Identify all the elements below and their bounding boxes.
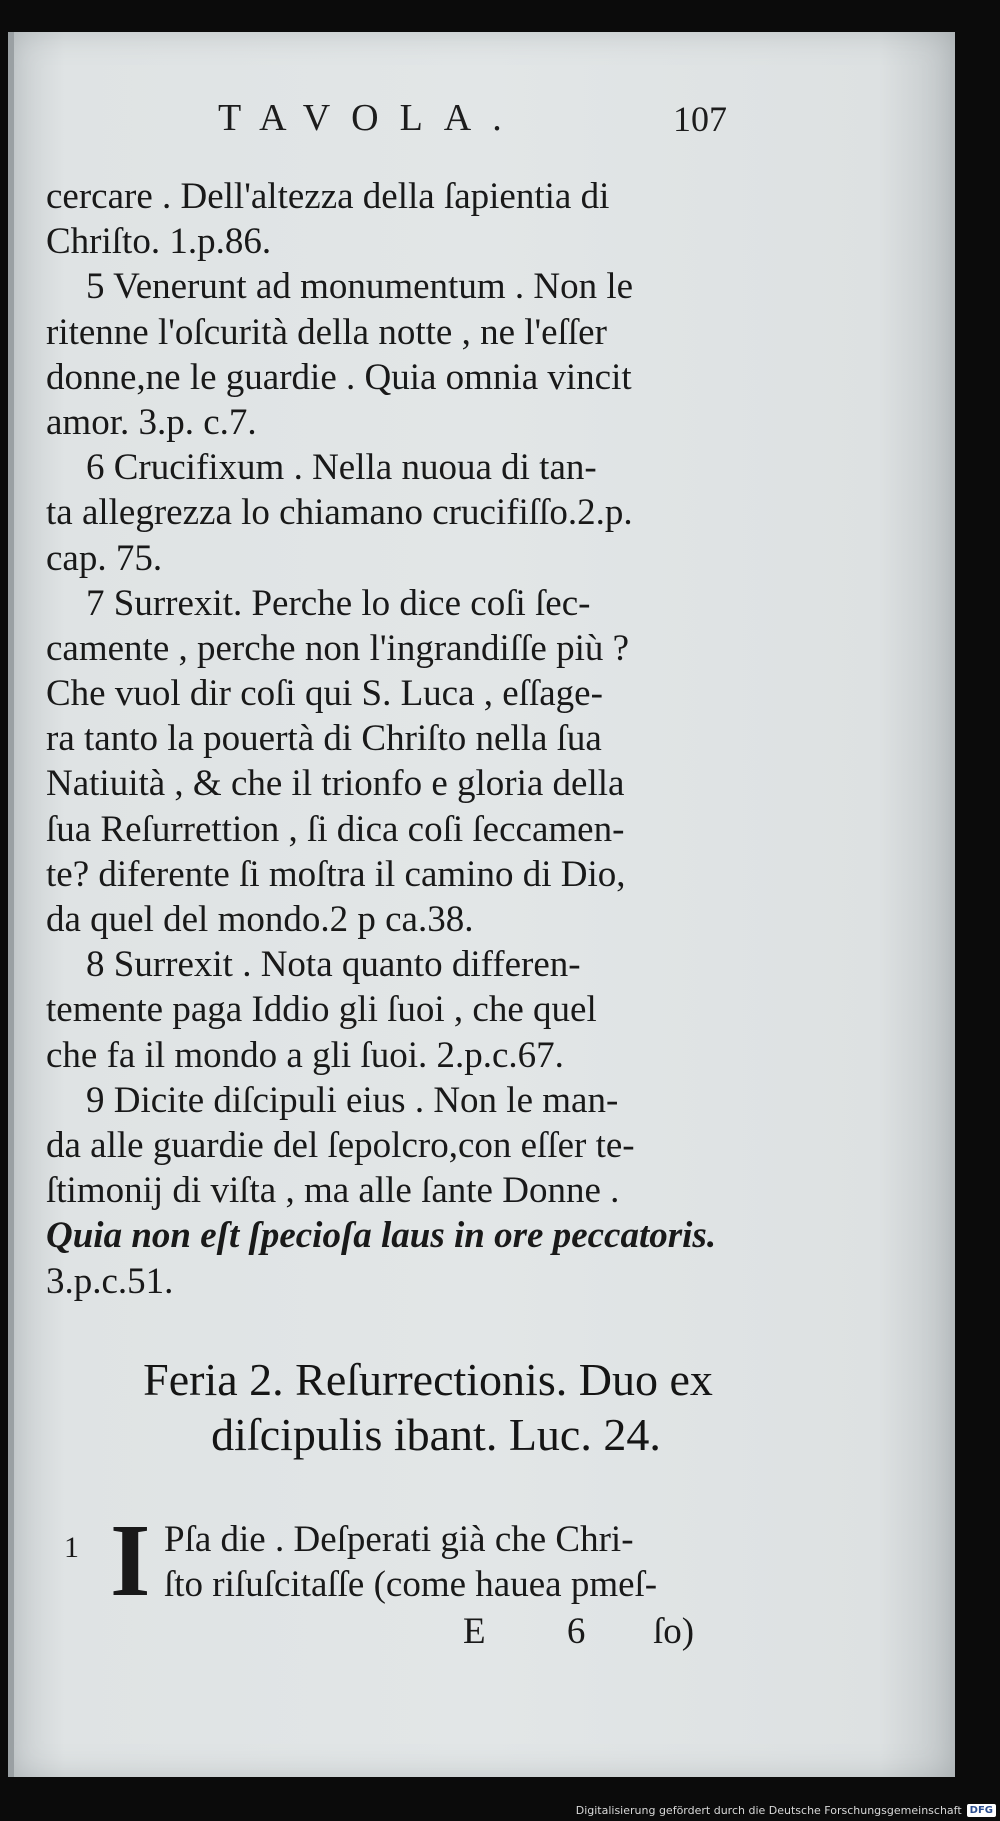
text-line: amor. 3.p. c.7. bbox=[46, 401, 257, 443]
text-line: Chriſto. 1.p.86. bbox=[46, 221, 272, 263]
text-line: ſua Reſurrettion , ſi dica coſi ſeccamen- bbox=[46, 808, 625, 850]
text-line: cap. 75. bbox=[46, 537, 163, 579]
text-line: che fa il mondo a gli ſuoi. 2.p.c.67. bbox=[46, 1034, 564, 1076]
text-line: 8 Surrexit . Nota quanto differen- bbox=[86, 944, 581, 986]
signature-mark: E 6 bbox=[463, 1611, 622, 1652]
entry-line: Pſa die . Deſperati già che Chri- bbox=[164, 1519, 634, 1560]
entry-line: ſto riſuſcitaſſe (come hauea pmeſ- bbox=[164, 1564, 658, 1605]
text-line: da alle guardie del ſepolcro,con eſſer te- bbox=[46, 1124, 635, 1166]
text-line: 9 Dicite diſcipuli eius . Non le man- bbox=[86, 1079, 619, 1121]
text-line: 7 Surrexit. Perche lo dice coſi ſec- bbox=[86, 582, 591, 624]
book-page bbox=[8, 32, 955, 1777]
catchword: ſo) bbox=[653, 1611, 695, 1652]
running-title: TAVOLA. bbox=[218, 97, 523, 139]
text-line: da quel del mondo.2 p ca.38. bbox=[46, 899, 474, 940]
dfg-logo: DFG bbox=[967, 1804, 996, 1817]
text-line: te? diferente ſi moſtra il camino di Dio, bbox=[46, 853, 626, 895]
section-heading-line: Feria 2. Reſurrectionis. Duo ex bbox=[143, 1354, 713, 1405]
text-line: temente paga Iddio gli ſuoi , che quel bbox=[46, 989, 597, 1031]
text-line: Quia non eſt ſpecioſa laus in ore peccatoris. bbox=[46, 1215, 717, 1257]
text-line: camente , perche non l'ingrandiſſe più ? bbox=[46, 627, 630, 669]
text-line: 3.p.c.51. bbox=[46, 1260, 174, 1302]
text-line: ta allegrezza lo chiamano crucifiſſo.2.p. bbox=[46, 492, 633, 534]
text-line: ſtimonij di viſta , ma alle ſante Donne . bbox=[46, 1170, 620, 1212]
entry-number: 1 bbox=[64, 1531, 79, 1564]
entry-lines bbox=[164, 1517, 657, 1607]
text-line: cercare . Dell'altezza della ſapientia di bbox=[46, 176, 610, 217]
drop-cap: I bbox=[110, 1503, 151, 1618]
text-line: ritenne l'oſcurità della notte , ne l'eſſer bbox=[46, 311, 607, 353]
text-line: Che vuol dir coſi qui S. Luca , eſſage- bbox=[46, 673, 603, 715]
text-line: 5 Venerunt ad monumentum . Non le bbox=[86, 266, 634, 308]
text-line: 6 Crucifixum . Nella nuoua di tan- bbox=[86, 447, 597, 489]
index-entries bbox=[46, 174, 756, 1304]
text-line: Natiuità , & che il trionfo e gloria della bbox=[46, 763, 625, 805]
section-heading-line: diſcipulis ibant. Luc. 24. bbox=[211, 1409, 661, 1460]
page-spine bbox=[8, 32, 14, 1777]
text-line: donne,ne le guardie . Quia omnia vincit bbox=[46, 356, 632, 398]
page-number: 107 bbox=[673, 99, 727, 139]
digitization-credit bbox=[576, 1804, 996, 1817]
section-heading bbox=[8, 1352, 808, 1462]
text-line: ra tanto la pouertà di Chriſto nella ſua bbox=[46, 718, 602, 760]
page-header bbox=[8, 96, 955, 156]
credit-text: Digitalisierung gefördert durch die Deutsche Forschungsgemeinschaft bbox=[575, 1804, 962, 1817]
